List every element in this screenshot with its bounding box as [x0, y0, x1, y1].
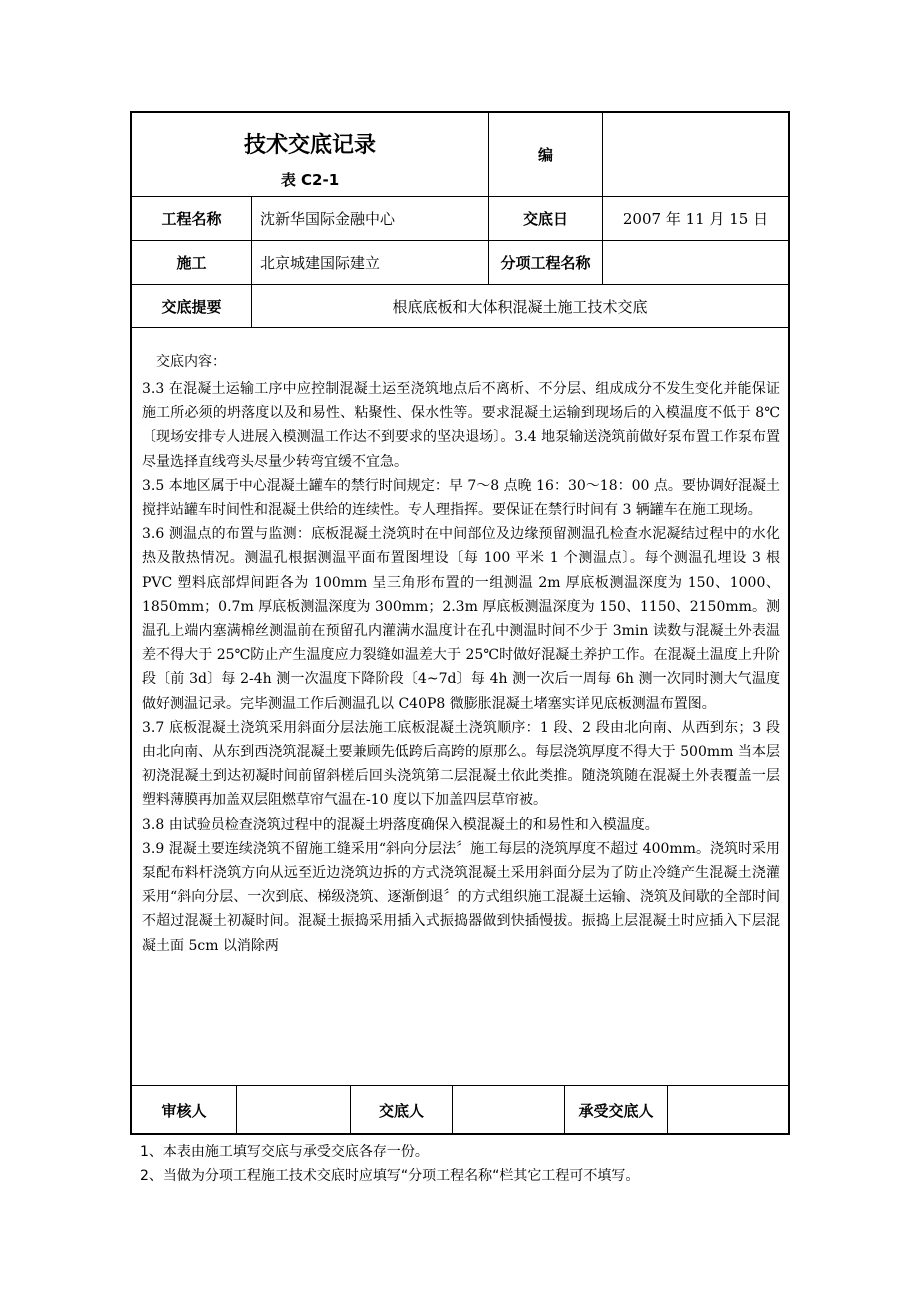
number-label: 编 [537, 146, 553, 164]
contractor-label: 施工 [176, 254, 207, 272]
content-body [142, 377, 780, 958]
form-title: 技术交底记录 [243, 132, 376, 158]
sub-project-label: 分项工程名称 [500, 254, 591, 272]
summary-label: 交底提要 [161, 297, 222, 316]
footnote: 1、本表由施工填写交底与承受交底各存一份。 [140, 1144, 429, 1160]
disclosure-record-form [130, 111, 790, 1135]
project-name-value: 沈新华国际金融中心 [260, 210, 396, 228]
date-value: 2007 年 11 月 15 日 [622, 210, 769, 228]
content-paragraph: 3.7 底板混凝土浇筑采用斜面分层法施工底板混凝土浇筑顺序：1 段、2 段由北向南、从西到东；3 段由北向南、从东到西浇筑混凝土要兼顾先低跨后高跨的原那么。每层浇筑厚度不得大于 500mm 当本层初浇混凝土到达初凝时间前留斜槎后回头浇筑第二层混凝土依此类推。随浇筑随在混凝土外表覆盖一层塑料薄膜再加盖双层阻燃草帘气温在-10 度以下加盖四层草帘被。 [142, 719, 780, 809]
discloser-value [453, 1086, 564, 1135]
content-paragraph: 3.8 由试验员检查浇筑过程中的混凝土坍落度确保入模混凝土的和易性和入模温度。 [142, 816, 659, 833]
content-paragraph: 3.6 测温点的布置与监测：底板混凝土浇筑时在中间部位及边缘预留测温孔检查水泥凝结过程中的水化热及散热情况。测温孔根据测温平面布置图埋设〔每 100 平米 1 个测温点〕。每个测温孔埋设 3 根 PVC 塑料底部焊间距各为 100mm 呈三角形布置的一组测温 2m 厚底板测温深度为 150、1000、1850mm；0.7m 厚底板测温深度为 300mm；2.3m 厚底板测温深度为 150、1150、2150mm。测温孔上端内塞满棉丝测温前在预留孔内灌满水温度计在孔中测温时间不少于 3min 读数与混凝土外表温差不得大于 25℃防止产生温度应力裂缝如温差大于 25℃时做好混凝土养护工作。在混凝土温度上升阶段〔前 3d〕每 2-4h 测一次温度下降阶段〔4~7d〕每 4h 测一次后一周每 6h 测一次同时测大气温度做好测温记录。完毕测温工作后测温孔以 C40P8 微膨胀混凝土堵塞实详见底板测温布置图。 [142, 526, 780, 712]
discloser-label: 交底人 [378, 1102, 424, 1120]
project-name-label: 工程名称 [161, 210, 222, 228]
receiver-label: 承受交底人 [578, 1102, 654, 1120]
number-value [603, 113, 788, 196]
receiver-value [668, 1086, 788, 1135]
sub-project-value [603, 241, 788, 284]
reviewer-label: 审核人 [161, 1102, 207, 1120]
form-code: 表 C2-1 [280, 170, 340, 189]
contractor-value: 北京城建国际建立 [260, 254, 381, 272]
footnote: 2、当做为分项工程施工技术交底时应填写“分项工程名称“栏其它工程可不填写。 [140, 1168, 640, 1184]
date-label: 交底日 [522, 210, 568, 228]
content-paragraph: 3.9 混凝土要连续浇筑不留施工缝采用“斜向分层法〞施工每层的浇筑厚度不超过 400mm。浇筑时采用泵配布料杆浇筑方向从远至近边浇筑边拆的方式浇筑混凝土采用斜面分层为了防止冷缝产生混凝土浇灌采用“斜向分层、一次到底、梯级浇筑、逐渐倒退〞的方式组织施工混凝土运输、浇筑及间歇的全部时间不超过混凝土初凝时间。混凝土振捣采用插入式振捣器做到快插慢拔。振捣上层混凝土时应插入下层混凝土面 5cm 以消除两 [142, 840, 780, 954]
content-label: 交底内容： [156, 354, 226, 370]
reviewer-value [237, 1086, 350, 1135]
form-title-cell [132, 113, 488, 196]
summary-value: 根底底板和大体积混凝土施工技术交底 [392, 297, 648, 316]
content-paragraph: 3.3 在混凝土运输工序中应控制混凝土运至浇筑地点后不离析、不分层、组成成分不发生变化并能保证施工所必须的坍落度以及和易性、粘聚性、保水性等。要求混凝土运输到现场后的入模温度不低于 8℃〔现场安排专人进展入模测温工作达不到要求的坚决退场〕。3.4 地泵输送浇筑前做好泵布置工作泵布置尽量选择直线弯头尽量少转弯宜缓不宜急。 [142, 381, 780, 470]
row-divider [132, 327, 788, 328]
content-paragraph: 3.5 本地区属于中心混凝土罐车的禁行时间规定：早 7～8 点晚 16：30～18：00 点。要协调好混凝土搅拌站罐车时间性和混凝土供给的连续性。专人理指挥。要保证在禁行时间有 3 辆罐车在施工现场。 [142, 477, 780, 519]
footnotes [140, 1140, 840, 1188]
